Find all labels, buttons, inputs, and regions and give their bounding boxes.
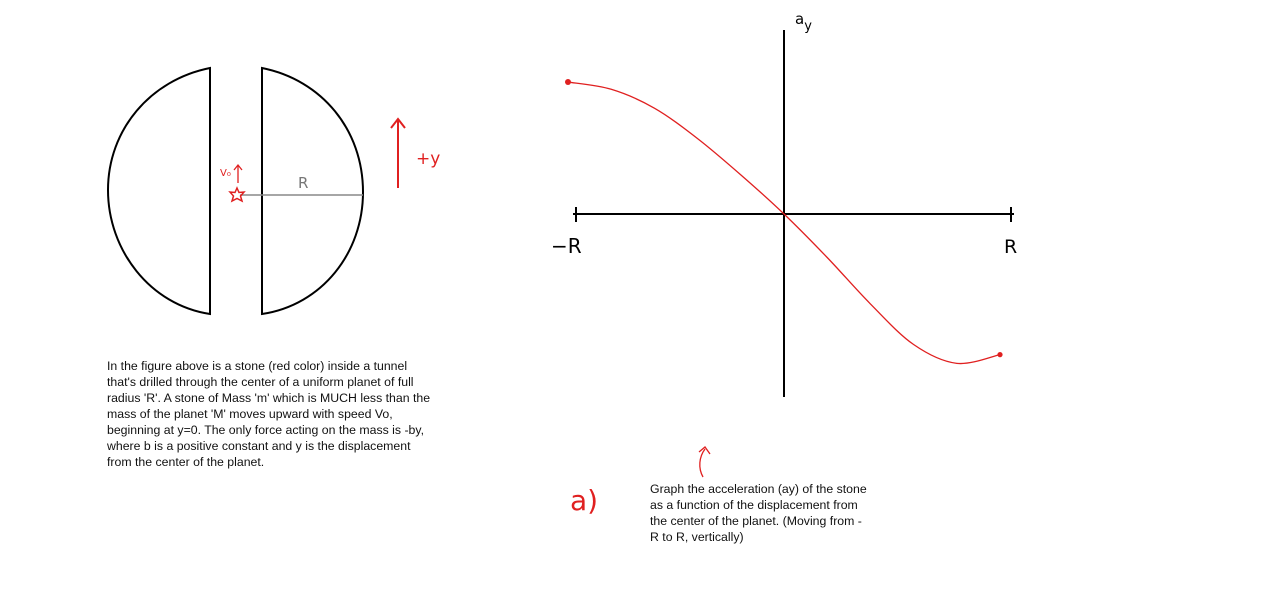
planet-right-half: [262, 68, 363, 314]
direction-label: +y: [416, 149, 441, 169]
radius-label: R: [298, 174, 309, 192]
description-line: beginning at y=0. The only force acting on the mass is -by,: [107, 423, 425, 437]
task-line: R to R, vertically): [650, 530, 744, 544]
task-instructions: [650, 481, 868, 545]
pointer-arrow-icon: [699, 447, 710, 477]
part-label: a): [570, 484, 599, 517]
task-line: the center of the planet. (Moving from -: [650, 514, 862, 528]
stone-icon: [230, 188, 244, 201]
velocity-arrow-icon: [234, 165, 242, 183]
curve-end-point: [997, 352, 1002, 357]
y-axis-label: ay: [795, 10, 812, 34]
description-line: where b is a positive constant and y is the displacement: [107, 439, 411, 453]
x-max-label: R: [1004, 236, 1018, 258]
description-line: In the figure above is a stone (red color) inside a tunnel: [107, 359, 408, 373]
x-min-label: −R: [551, 234, 582, 258]
description-line: from the center of the planet.: [107, 455, 265, 469]
up-arrow-icon: [391, 119, 405, 188]
problem-description: [107, 358, 431, 470]
description-line: radius 'R'. A stone of Mass 'm' which is MUCH less than the: [107, 391, 431, 405]
description-line: that's drilled through the center of a uniform planet of full: [107, 375, 414, 389]
task-line: as a function of the displacement from: [650, 498, 858, 512]
planet-left-half: [108, 68, 210, 314]
curve-start-point: [565, 79, 571, 85]
description-line: mass of the planet 'M' moves upward with speed Vo,: [107, 407, 393, 421]
velocity-label: V₀: [220, 168, 231, 179]
task-line: Graph the acceleration (ay) of the stone: [650, 482, 867, 496]
